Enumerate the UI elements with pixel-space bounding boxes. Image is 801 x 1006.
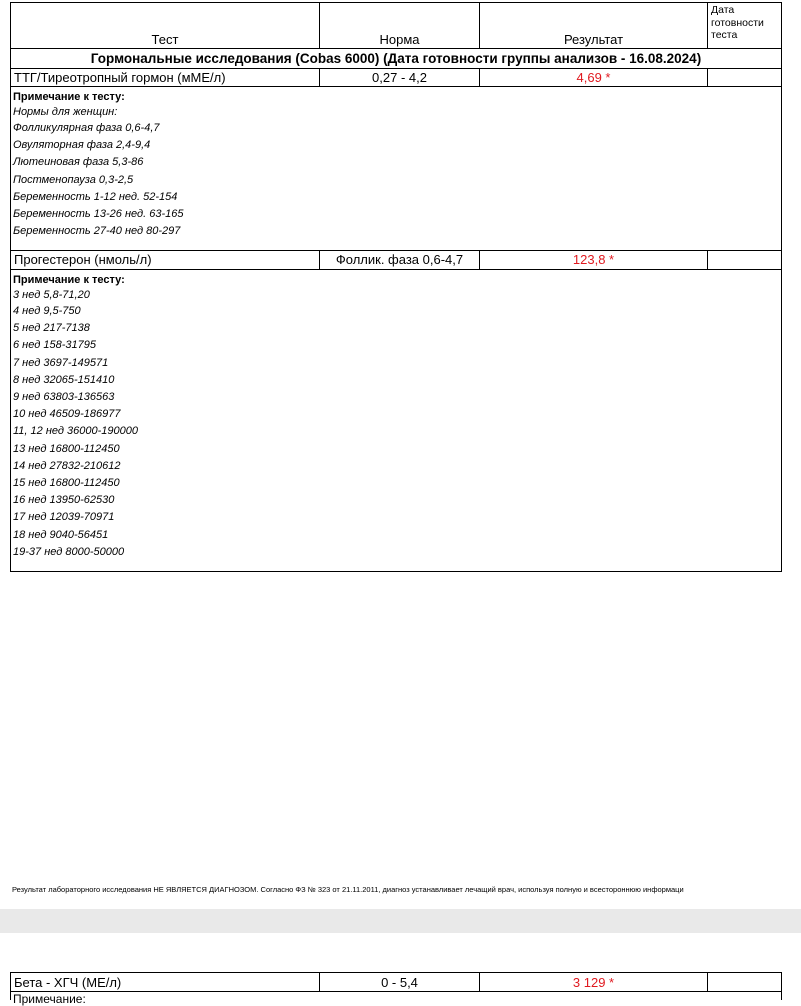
- note-line: 17 нед 12039-70971: [13, 511, 115, 524]
- note-title: Примечание к тесту:: [13, 274, 125, 286]
- note-title: Примечание к тесту:: [13, 91, 125, 103]
- table-border-right: [781, 972, 782, 1000]
- page-separator: [0, 909, 801, 933]
- test-result-tsh: 4,69 *: [576, 69, 611, 85]
- note-line: 4 нед 9,5-750: [13, 305, 81, 317]
- test-note-progesterone: [13, 273, 773, 561]
- column-divider: [707, 250, 708, 269]
- test-result-progesterone: 123,8 *: [572, 252, 615, 267]
- table-border: [10, 86, 782, 87]
- group-title: Гормональные исследования (Cobas 6000) (Дата готовности группы анализов - 16.08.2024): [90, 51, 702, 66]
- test-name-tsh: ТТГ/Тиреотропный гормон (мМЕ/л): [14, 69, 226, 85]
- column-divider: [707, 2, 708, 48]
- test-result-beta-hcg: 3 129 *: [572, 974, 615, 990]
- note-line: Фолликулярная фаза 0,6-4,7: [13, 122, 160, 134]
- note-line: Постменопауза 0,3-2,5: [13, 173, 134, 186]
- table-border-left: [10, 2, 11, 572]
- note-line: 6 нед 158-31795: [13, 339, 96, 352]
- header-ready-date-line: Дата: [711, 4, 735, 16]
- header-norm: Норма: [379, 31, 420, 47]
- column-divider: [707, 68, 708, 86]
- note-line: Беременность 13-26 нед. 63-165: [13, 208, 184, 221]
- test-name-progesterone: Прогестерон (нмоль/л): [14, 252, 152, 267]
- note-line: 14 нед 27832-210612: [13, 459, 121, 472]
- note-line: Нормы для женщин:: [13, 106, 118, 118]
- table-border: [10, 269, 782, 270]
- note-line: 5 нед 217-7138: [13, 322, 90, 335]
- note-line: 10 нед 46509-186977: [13, 408, 121, 421]
- note-line: Беременность 27-40 нед 80-297: [13, 225, 181, 238]
- table-border-left: [10, 972, 11, 1000]
- header-ready-date: [711, 4, 781, 42]
- note-line: 11, 12 нед 36000-190000: [13, 425, 138, 438]
- note-line: Овуляторная фаза 2,4-9,4: [13, 139, 151, 152]
- header-ready-date-line: теста: [711, 29, 738, 41]
- note-line: 18 нед 9040-56451: [13, 528, 109, 541]
- disclaimer: Результат лабораторного исследования НЕ ЯВЛЯЕТСЯ ДИАГНОЗОМ. Согласно ФЗ № 323 от 21.11.2011, диагноз устанавливает лечащий врач, используя полную и всестороннюю информаци: [12, 885, 684, 894]
- header-test: Тест: [151, 31, 179, 47]
- test-norm-beta-hcg: 0 - 5,4: [381, 974, 418, 990]
- note-line: 3 нед 5,8-71,20: [13, 289, 90, 301]
- note-line: 15 нед 16800-112450: [13, 477, 120, 490]
- note-line: 19-37 нед 8000-50000: [13, 545, 125, 558]
- table-border-top: [10, 2, 782, 3]
- test-norm-progesterone: Фоллик. фаза 0,6-4,7: [335, 252, 464, 267]
- note-line: 9 нед 63803-136563: [13, 391, 115, 404]
- note-line: Лютеиновая фаза 5,3-86: [13, 156, 144, 169]
- test-note-tsh: [13, 90, 773, 240]
- test-name-beta-hcg: Бета - ХГЧ (МЕ/л): [14, 974, 122, 990]
- note-title-partial: Примечание:: [13, 992, 86, 1006]
- table-border-right: [781, 2, 782, 572]
- header-ready-date-line: готовности: [711, 16, 764, 29]
- note-line: 13 нед 16800-112450: [13, 442, 120, 455]
- note-line: 7 нед 3697-149571: [13, 356, 109, 369]
- header-result: Результат: [563, 31, 624, 47]
- table-border-bottom: [10, 571, 782, 572]
- column-divider: [707, 972, 708, 991]
- note-line: 16 нед 13950-62530: [13, 494, 115, 507]
- note-line: 8 нед 32065-151410: [13, 373, 115, 386]
- table-border: [10, 991, 782, 992]
- test-norm-tsh: 0,27 - 4,2: [372, 69, 427, 85]
- note-line: Беременность 1-12 нед. 52-154: [13, 190, 178, 203]
